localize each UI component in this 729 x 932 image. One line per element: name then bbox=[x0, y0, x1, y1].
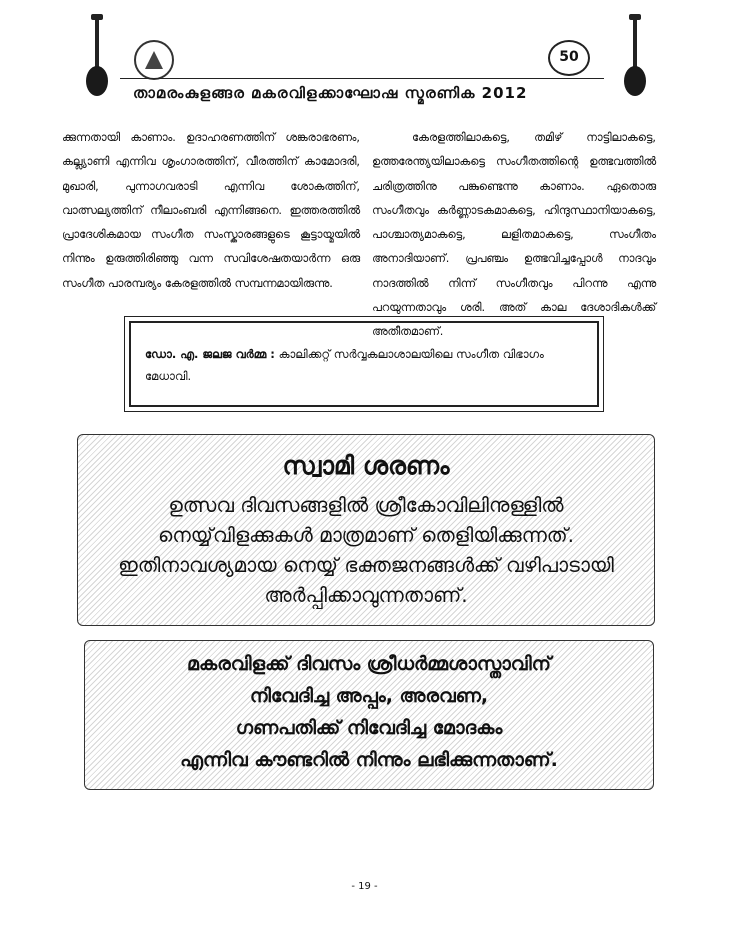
right-column bbox=[372, 126, 656, 345]
notice-line: അർപ്പിക്കാവുന്നതാണ്. bbox=[264, 583, 468, 607]
notice-title: സ്വാമി ശരണം bbox=[282, 451, 450, 480]
right-column-text: കേരളത്തിലാകട്ടെ, തമിഴ് നാട്ടിലാകട്ടെ, ഉത്തരേന്ത്യയിലാകട്ടെ സംഗീതത്തിന്റെ ഉത്ഭവത്തിൽ ചരിത്രത്തിനു പങ്കുണ്ടെന്നു കാണാം. ഏതൊരു സംഗീതവും കർണ്ണാടകമാകട്ടെ, ഹിന്ദുസ്ഥാനിയാകട്ടെ, പാശ്ചാത്യമാകട്ടെ, ലളിതമാകട്ടെ, സംഗീതം അനാദിയാണ്. പ്രപഞ്ചം ഉത്ഭവിച്ചപ്പോൾ നാദവും നാദത്തിൽ നിന്ന് സംഗീതവും പിറന്നു എന്നു പറയുന്നതാവും ശരി. അത് കാല ദേശാദികൾക്ക് അതീതമാണ്. bbox=[372, 131, 656, 339]
notice-line: മകരവിളക്ക് ദിവസം ശ്രീധർമ്മശാസ്താവിന് bbox=[187, 653, 551, 675]
header-divider bbox=[120, 78, 604, 79]
veena-ornament-right bbox=[624, 14, 646, 100]
author-note bbox=[145, 343, 581, 387]
left-column-text: ക്കുന്നതായി കാണാം. ഉദാഹരണത്തിന് ശങ്കരാഭരണം, കല്ല്യാണി എന്നിവ ശൃംഗാരത്തിന്, വീരത്തിന് കാമോദരി, മുഖാരി, പുന്നാഗവരാടി എന്നിവ ശോകത്തിന്, വാത്സല്യത്തിന് നീലാംബരി എന്നിങ്ങനെ. ഇത്തരത്തിൽ പ്രാദേശികമായ സംഗീത സംസ്കാരങ്ങളുടെ കൂട്ടായ്മയിൽ നിന്നും ഉരുത്തിരിഞ്ഞു വന്ന സവിശേഷതയാർന്ന ഒരു സംഗീത പാരമ്പര്യം കേരളത്തിൽ സമ്പന്നമായിരുന്നു. bbox=[62, 131, 360, 290]
notice-line: ഗണപതിക്ക് നിവേദിച്ച മോദകം bbox=[235, 717, 503, 739]
header-title: താമരംകുളങ്ങര മകരവിളക്കാഘോഷ സ്മരണിക 2012 bbox=[133, 84, 528, 102]
left-column bbox=[62, 126, 360, 296]
notice-line: ഇതിനാവശ്യമായ നെയ്യ് ഭക്തജനങ്ങൾക്ക് വഴിപാടായി bbox=[118, 553, 614, 577]
page-number: - 19 - bbox=[351, 881, 378, 892]
notice-line: എന്നിവ കൗണ്ടറിൽ നിന്നും ലഭിക്കുന്നതാണ്. bbox=[180, 749, 558, 771]
notice-box-ghee-lamp bbox=[77, 434, 655, 626]
notice-box-offerings bbox=[84, 640, 654, 790]
notice-line: നെയ്യ്‌വിളക്കുകൾ മാത്രമാണ് തെളിയിക്കുന്നത്. bbox=[157, 523, 575, 547]
author-box bbox=[124, 316, 604, 412]
temple-logo bbox=[134, 40, 174, 80]
anniversary-badge: 50 bbox=[548, 40, 590, 76]
author-description: കാലിക്കറ്റ് സർവ്വകലാശാലയിലെ സംഗീത വിഭാഗം മേധാവി. bbox=[145, 347, 544, 383]
notice-line: ഉത്സവ ദിവസങ്ങളിൽ ശ്രീകോവിലിനുള്ളിൽ bbox=[168, 493, 564, 517]
notice-line: നിവേദിച്ച അപ്പം, അരവണ, bbox=[249, 685, 489, 707]
author-name: ഡോ. എ. ജലജ വർമ്മ : bbox=[145, 347, 275, 361]
veena-ornament-left bbox=[86, 14, 108, 100]
